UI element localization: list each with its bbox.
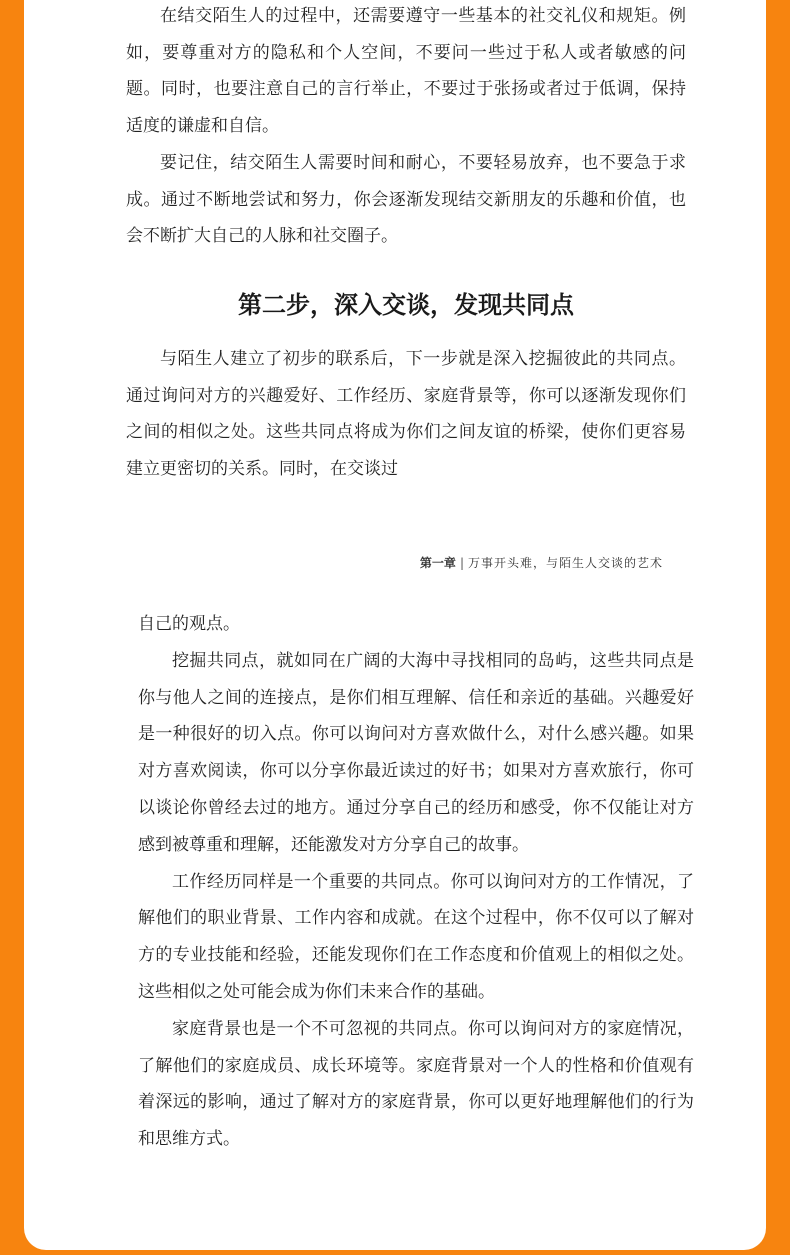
paragraph: 在结交陌生人的过程中，还需要遵守一些基本的社交礼仪和规矩。例如，要尊重对方的隐私和个人空间，不要问一些过于私人或者敏感的问题。同时，也要注意自己的言行举止，不要过于张扬或者过于低调，保持适度的谦虚和自信。 <box>126 6 686 137</box>
paragraph: 挖掘共同点，就如同在广阔的大海中寻找相同的岛屿，这些共同点是你与他人之间的连接点，是你们相互理解、信任和亲近的基础。兴趣爱好是一种很好的切入点。你可以询问对方喜欢做什么，对什么感兴趣。如果对方喜欢阅读，你可以分享你最近读过的好书；如果对方喜欢旅行，你可以谈论你曾经去过的地方。通过分享自己的经历和感受，你不仅能让对方感到被尊重和理解，还能激发对方分享自己的故事。 <box>138 650 694 855</box>
paragraph: 与陌生人建立了初步的联系后，下一步就是深入挖掘彼此的共同点。通过询问对方的兴趣爱好、工作经历、家庭背景等，你可以逐渐发现你们之间的相似之处。这些共同点将成为你们之间友谊的桥梁，使你们更容易建立更密切的关系。同时，在交谈过 <box>126 349 686 480</box>
upper-text-block <box>126 0 686 255</box>
section-heading: 第二步，深入交谈，发现共同点 <box>238 291 574 319</box>
book-page-sheet <box>24 0 766 1250</box>
chapter-label: 第一章 <box>419 556 456 570</box>
paragraph: 工作经历同样是一个重要的共同点。你可以询问对方的工作情况，了解他们的职业背景、工作内容和成就。在这个过程中，你不仅可以了解对方的专业技能和经验，还能发现你们在工作态度和价值观上的相似之处。这些相似之处可能会成为你们未来合作的基础。 <box>138 871 694 1002</box>
chapter-title: 万事开头难，与陌生人交谈的艺术 <box>467 556 663 570</box>
continuation-text: 自己的观点。 <box>138 614 240 634</box>
section-text-block <box>126 341 686 488</box>
lower-page <box>138 606 694 1158</box>
paragraph: 要记住，结交陌生人需要时间和耐心，不要轻易放弃，也不要急于求成。通过不断地尝试和努力，你会逐渐发现结交新朋友的乐趣和价值，也会不断扩大自己的人脉和社交圈子。 <box>126 152 686 247</box>
header-separator: | <box>459 556 464 570</box>
paragraph: 家庭背景也是一个不可忽视的共同点。你可以询问对方的家庭情况，了解他们的家庭成员、成长环境等。家庭背景对一个人的性格和价值观有着深远的影响，通过了解对方的家庭背景，你可以更好地理解他们的行为和思维方式。 <box>138 1018 694 1150</box>
running-header <box>393 552 663 574</box>
